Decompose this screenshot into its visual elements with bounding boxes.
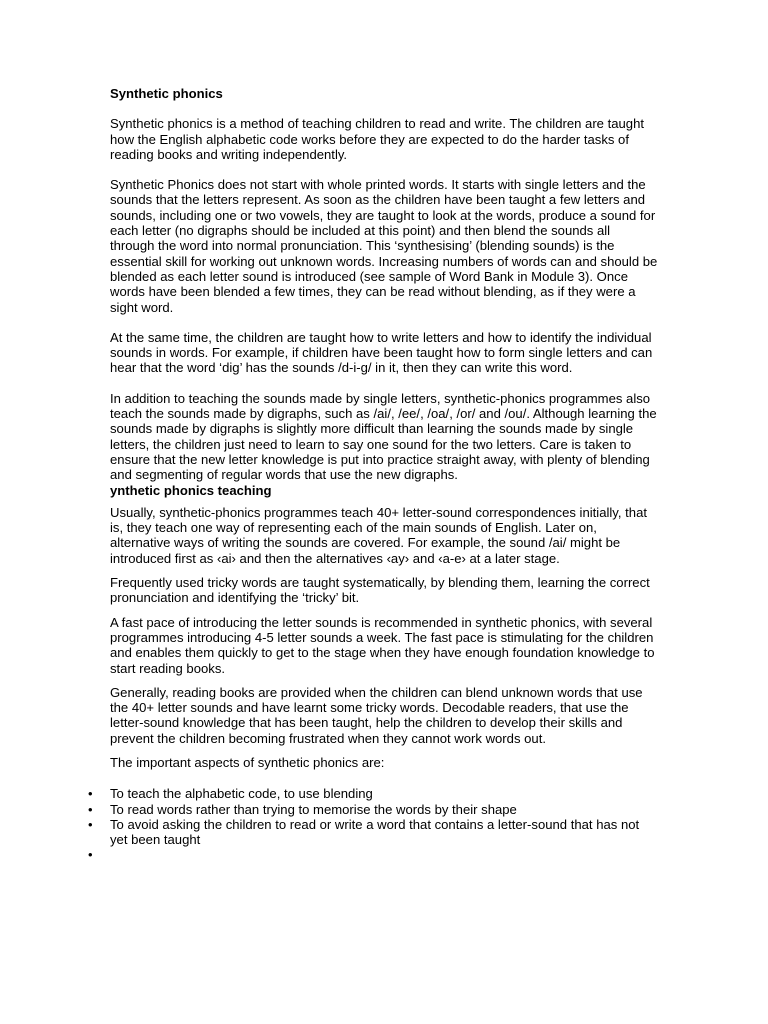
- list-item-text: To read words rather than trying to memorise the words by their shape: [110, 801, 517, 817]
- paragraph: Generally, reading books are provided when the children can blend unknown words that use the 40+ letter sounds and have learnt some tricky words. Decodable readers, that use the letter-sound knowledge that has been taught, help the children to develop their skills and prevent the children becoming frustrated when they cannot work words out.: [110, 684, 643, 746]
- list-item-text: To teach the alphabetic code, to use blending: [110, 786, 373, 802]
- list-item: [88, 786, 658, 802]
- list-item: [88, 816, 658, 848]
- paragraph: Usually, synthetic-phonics programmes teach 40+ letter-sound correspondences initially, that is, they teach one way of representing each of the main sounds of English. Later on, alternative ways of writing the sounds are covered. For example, the sound /ai/ might be introduced first as ‹ai› and then the alternatives ‹ay› and ‹a-e› at a later stage.: [110, 504, 647, 566]
- bullet-list: [88, 786, 658, 863]
- bullet-icon: •: [88, 786, 93, 802]
- section-heading: ynthetic phonics teaching: [110, 482, 272, 498]
- bullet-icon: •: [88, 816, 93, 832]
- bullet-icon: •: [88, 847, 93, 863]
- list-item-text: To avoid asking the children to read or write a word that contains a letter-sound that has not yet been taught: [110, 816, 640, 848]
- paragraph: At the same time, the children are taught how to write letters and how to identify the individual sounds in words. For example, if children have been taught how to form single letters and can hear that the word ‘dig’ has the sounds /d-i-g/ in it, then they can write this word.: [110, 329, 653, 376]
- paragraph: In addition to teaching the sounds made by single letters, synthetic-phonics programmes also teach the sounds made by digraphs, such as /ai/, /ee/, /oa/, /or/ and /ou/. Although learning the sounds made by digraphs is slightly more difficult than learning the sounds made by single letters, the children just need to learn to say one sound for the two letters. Care is taken to ensure that the new letter knowledge is put into practice straight away, with plenty of blending and segmenting of regular words that use the new digraphs.: [110, 390, 657, 483]
- paragraph: Synthetic phonics is a method of teaching children to read and write. The children are taught how the English alphabetic code works before they are expected to do the harder tasks of reading books and writing independently.: [110, 116, 645, 162]
- list-intro: The important aspects of synthetic phonics are:: [110, 754, 385, 770]
- paragraph: Synthetic Phonics does not start with whole printed words. It starts with single letters and the sounds that the letters represent. As soon as the children have been taught a few letters and sounds, including one or two vowels, they are taught to look at the words, produce a sound for each letter (no digraphs should be included at this point) and then blend the sounds all through the word into normal pronunciation. This ‘synthesising’ (blending sounds) is the essential skill for working out unknown words. Increasing numbers of words can and should be blended as each letter sound is introduced (see sample of Word Bank in Module 3). Once words have been blended a few times, they can be read without blending, as if they were a sight word.: [110, 177, 658, 315]
- list-item: [88, 847, 658, 863]
- bullet-icon: •: [88, 801, 93, 817]
- paragraph: Frequently used tricky words are taught systematically, by blending them, learning the correct pronunciation and identifying the ‘tricky’ bit.: [110, 575, 650, 606]
- list-item: [88, 801, 658, 817]
- document-heading: Synthetic phonics: [110, 86, 223, 101]
- paragraph: A fast pace of introducing the letter sounds is recommended in synthetic phonics, with several programmes introducing 4-5 letter sounds a week. The fast pace is stimulating for the children and enables them quickly to get to the stage when they have enough foundation knowledge to start reading books.: [110, 614, 655, 676]
- document-page: [88, 86, 658, 863]
